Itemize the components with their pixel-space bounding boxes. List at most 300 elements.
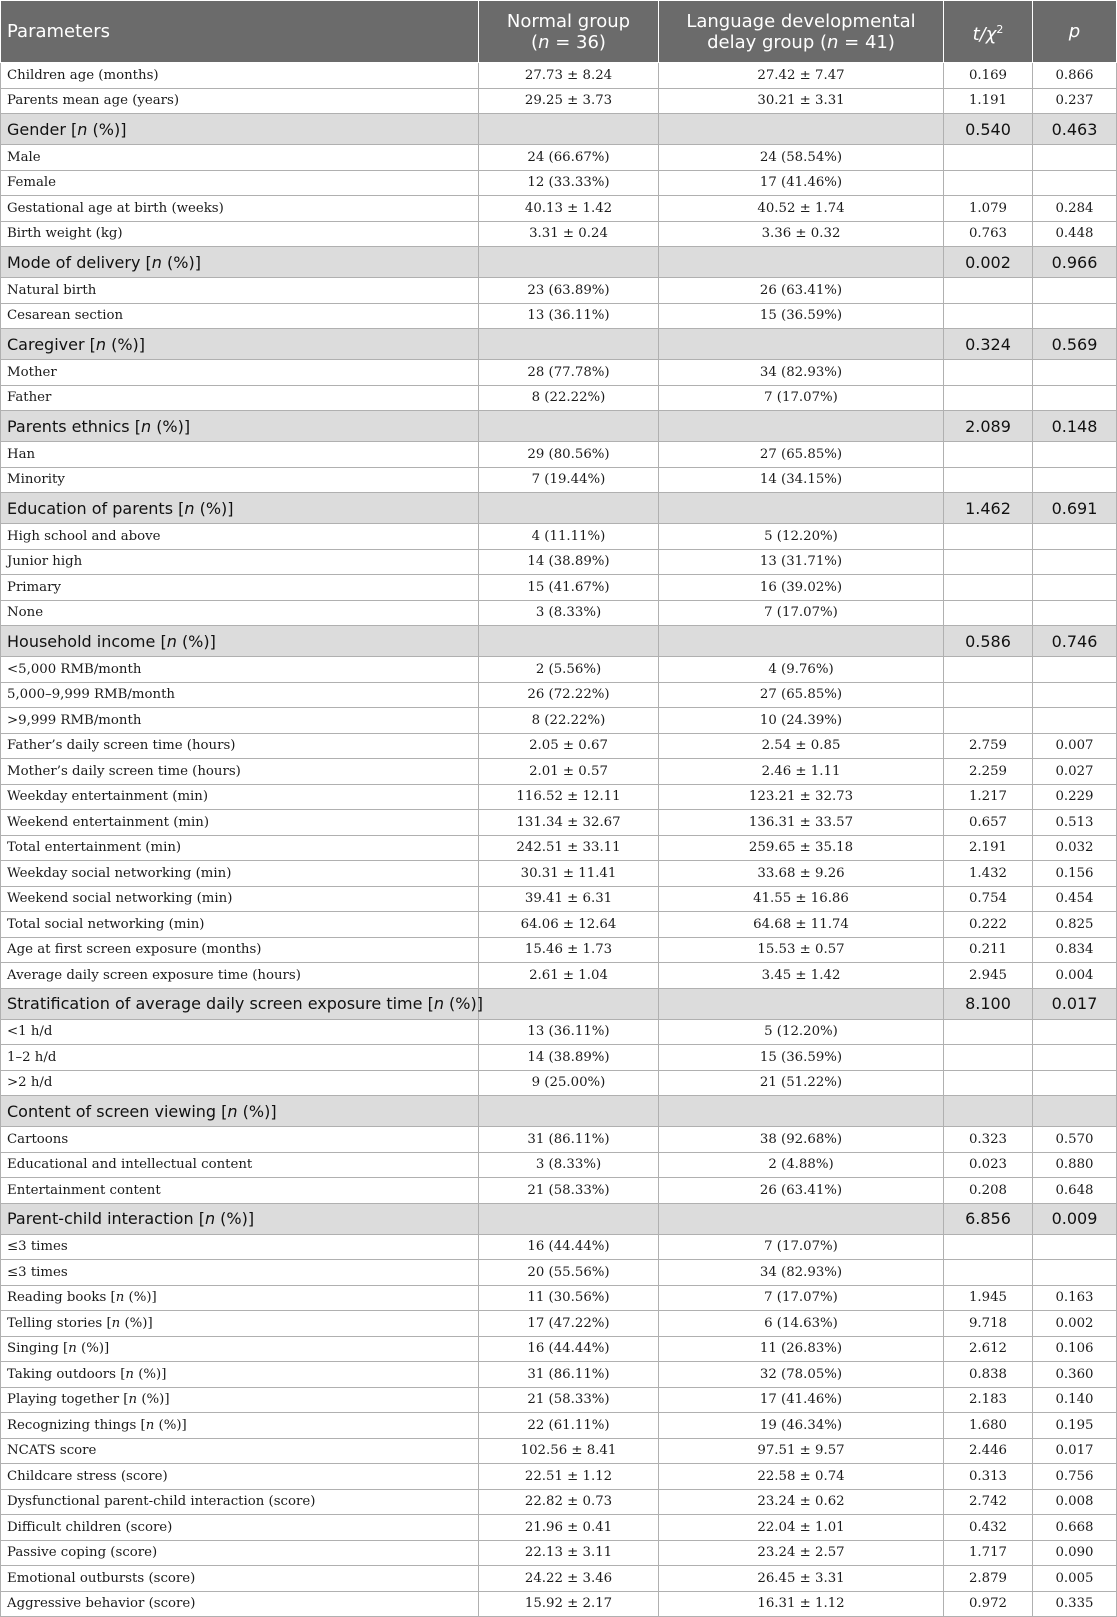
cell-normal-group: 3.31 ± 0.24 xyxy=(479,221,659,247)
cell-stat xyxy=(944,1070,1033,1096)
section-row xyxy=(1,247,1117,278)
cell-p: 0.825 xyxy=(1033,912,1117,938)
cell-parameter: >2 h/d xyxy=(1,1070,479,1096)
table-row xyxy=(1,1464,1117,1490)
cell-normal-group: 31 (86.11%) xyxy=(479,1127,659,1153)
cell-ldd-group: 26 (63.41%) xyxy=(659,278,944,304)
cell-ldd-group: 16.31 ± 1.12 xyxy=(659,1591,944,1617)
cell-stat: 0.754 xyxy=(944,886,1033,912)
cell-parameter: Father xyxy=(1,385,479,411)
cell-stat xyxy=(944,1260,1033,1286)
cell-normal-group: 40.13 ± 1.42 xyxy=(479,196,659,222)
cell-stat xyxy=(944,385,1033,411)
cell-parameter: Weekday social networking (min) xyxy=(1,861,479,887)
cell-stat: 0.432 xyxy=(944,1515,1033,1541)
cell-normal-group: 24 (66.67%) xyxy=(479,145,659,171)
cell-parameter: >9,999 RMB/month xyxy=(1,708,479,734)
cell-parameter: Children age (months) xyxy=(1,63,479,89)
cell-p xyxy=(1033,575,1117,601)
cell-normal-group: 15.46 ± 1.73 xyxy=(479,937,659,963)
cell-normal-group: 27.73 ± 8.24 xyxy=(479,63,659,89)
table-row xyxy=(1,1515,1117,1541)
cell-p: 0.106 xyxy=(1033,1336,1117,1362)
table-row xyxy=(1,442,1117,468)
cell-normal-group: 13 (36.11%) xyxy=(479,303,659,329)
cell-normal-group: 29 (80.56%) xyxy=(479,442,659,468)
cell-stat: 2.945 xyxy=(944,963,1033,989)
cell-stat: 0.657 xyxy=(944,810,1033,836)
cell-ldd-group: 5 (12.20%) xyxy=(659,524,944,550)
table-row xyxy=(1,1019,1117,1045)
table-row xyxy=(1,810,1117,836)
table-row xyxy=(1,63,1117,89)
cell-parameter: Cartoons xyxy=(1,1127,479,1153)
cell-parameter: Childcare stress (score) xyxy=(1,1464,479,1490)
cell-normal-group: 102.56 ± 8.41 xyxy=(479,1438,659,1464)
cell-parameter: Weekend entertainment (min) xyxy=(1,810,479,836)
table-row xyxy=(1,784,1117,810)
cell-parameter: Average daily screen exposure time (hours) xyxy=(1,963,479,989)
cell-p xyxy=(1033,385,1117,411)
cell-ldd-group: 7 (17.07%) xyxy=(659,385,944,411)
table-body xyxy=(1,63,1117,1617)
cell-stat xyxy=(944,1096,1033,1127)
cell-p: 0.570 xyxy=(1033,1127,1117,1153)
table-row xyxy=(1,1070,1117,1096)
cell-p xyxy=(1033,600,1117,626)
cell-normal-group: 24.22 ± 3.46 xyxy=(479,1566,659,1592)
cell-stat xyxy=(944,303,1033,329)
cell-ldd-group: 41.55 ± 16.86 xyxy=(659,886,944,912)
cell-normal-group: 16 (44.44%) xyxy=(479,1336,659,1362)
header-normal-group xyxy=(479,1,659,63)
cell-ldd-group: 27.42 ± 7.47 xyxy=(659,63,944,89)
cell-normal-group: 2.01 ± 0.57 xyxy=(479,759,659,785)
cell-stat: 8.100 xyxy=(944,988,1033,1019)
cell-parameter: Singing [n (%)] xyxy=(1,1336,479,1362)
cell-p: 0.880 xyxy=(1033,1152,1117,1178)
cell-ldd-group: 3.45 ± 1.42 xyxy=(659,963,944,989)
cell-p xyxy=(1033,657,1117,683)
cell-ldd-group: 136.31 ± 33.57 xyxy=(659,810,944,836)
cell-p: 0.027 xyxy=(1033,759,1117,785)
cell-stat xyxy=(944,657,1033,683)
cell-normal-group: 31 (86.11%) xyxy=(479,1362,659,1388)
section-row xyxy=(1,626,1117,657)
cell-stat: 0.323 xyxy=(944,1127,1033,1153)
cell-ldd-group: 6 (14.63%) xyxy=(659,1311,944,1337)
cell-parameter: Mother xyxy=(1,360,479,386)
cell-parameter: Stratification of average daily screen exposure time [n (%)] xyxy=(1,988,479,1019)
cell-stat: 1.079 xyxy=(944,196,1033,222)
cell-stat xyxy=(944,600,1033,626)
cell-stat xyxy=(944,1019,1033,1045)
cell-ldd-group: 4 (9.76%) xyxy=(659,657,944,683)
cell-p: 0.463 xyxy=(1033,114,1117,145)
table-row xyxy=(1,467,1117,493)
cell-normal-group: 64.06 ± 12.64 xyxy=(479,912,659,938)
cell-ldd-group xyxy=(659,493,944,524)
table-row xyxy=(1,1285,1117,1311)
table-row xyxy=(1,524,1117,550)
cell-stat: 0.169 xyxy=(944,63,1033,89)
cell-parameter: Dysfunctional parent-child interaction (score) xyxy=(1,1489,479,1515)
cell-ldd-group: 24 (58.54%) xyxy=(659,145,944,171)
cell-p: 0.513 xyxy=(1033,810,1117,836)
cell-p xyxy=(1033,549,1117,575)
cell-stat xyxy=(944,360,1033,386)
table-header xyxy=(1,1,1117,63)
cell-p: 0.335 xyxy=(1033,1591,1117,1617)
cell-ldd-group: 10 (24.39%) xyxy=(659,708,944,734)
cell-parameter: Father’s daily screen time (hours) xyxy=(1,733,479,759)
cell-stat: 6.856 xyxy=(944,1203,1033,1234)
cell-ldd-group: 19 (46.34%) xyxy=(659,1413,944,1439)
header-ldd-group xyxy=(659,1,944,63)
cell-normal-group xyxy=(479,988,659,1019)
cell-stat: 0.838 xyxy=(944,1362,1033,1388)
cell-ldd-group: 5 (12.20%) xyxy=(659,1019,944,1045)
cell-p xyxy=(1033,145,1117,171)
cell-parameter: High school and above xyxy=(1,524,479,550)
cell-ldd-group: 22.04 ± 1.01 xyxy=(659,1515,944,1541)
cell-parameter: Household income [n (%)] xyxy=(1,626,479,657)
cell-ldd-group xyxy=(659,411,944,442)
cell-normal-group: 21 (58.33%) xyxy=(479,1387,659,1413)
cell-normal-group: 22.51 ± 1.12 xyxy=(479,1464,659,1490)
header-p: p xyxy=(1033,1,1117,63)
cell-ldd-group: 17 (41.46%) xyxy=(659,1387,944,1413)
cell-normal-group: 28 (77.78%) xyxy=(479,360,659,386)
cell-stat: 0.208 xyxy=(944,1178,1033,1204)
cell-p: 0.002 xyxy=(1033,1311,1117,1337)
cell-stat: 0.972 xyxy=(944,1591,1033,1617)
cell-parameter: Gestational age at birth (weeks) xyxy=(1,196,479,222)
cell-p: 0.017 xyxy=(1033,988,1117,1019)
cell-parameter: Reading books [n (%)] xyxy=(1,1285,479,1311)
cell-p: 0.668 xyxy=(1033,1515,1117,1541)
cell-ldd-group: 27 (65.85%) xyxy=(659,682,944,708)
cell-normal-group xyxy=(479,626,659,657)
cell-ldd-group: 34 (82.93%) xyxy=(659,360,944,386)
table-row xyxy=(1,385,1117,411)
cell-p: 0.195 xyxy=(1033,1413,1117,1439)
cell-p: 0.284 xyxy=(1033,196,1117,222)
cell-parameter: Cesarean section xyxy=(1,303,479,329)
cell-parameter: Minority xyxy=(1,467,479,493)
cell-stat: 1.217 xyxy=(944,784,1033,810)
cell-normal-group: 4 (11.11%) xyxy=(479,524,659,550)
cell-parameter: Content of screen viewing [n (%)] xyxy=(1,1096,479,1127)
cell-parameter: Female xyxy=(1,170,479,196)
cell-ldd-group: 17 (41.46%) xyxy=(659,170,944,196)
cell-ldd-group: 26.45 ± 3.31 xyxy=(659,1566,944,1592)
cell-normal-group: 8 (22.22%) xyxy=(479,385,659,411)
cell-p xyxy=(1033,278,1117,304)
cell-parameter: 1–2 h/d xyxy=(1,1045,479,1071)
cell-normal-group: 16 (44.44%) xyxy=(479,1234,659,1260)
cell-stat: 0.763 xyxy=(944,221,1033,247)
cell-parameter: ≤3 times xyxy=(1,1260,479,1286)
cell-p: 0.156 xyxy=(1033,861,1117,887)
cell-p xyxy=(1033,1260,1117,1286)
cell-normal-group: 29.25 ± 3.73 xyxy=(479,88,659,114)
cell-ldd-group xyxy=(659,1203,944,1234)
cell-ldd-group: 14 (34.15%) xyxy=(659,467,944,493)
cell-ldd-group: 15.53 ± 0.57 xyxy=(659,937,944,963)
cell-parameter: Male xyxy=(1,145,479,171)
cell-normal-group: 22 (61.11%) xyxy=(479,1413,659,1439)
cell-normal-group xyxy=(479,114,659,145)
cell-normal-group: 3 (8.33%) xyxy=(479,600,659,626)
cell-p: 0.237 xyxy=(1033,88,1117,114)
table-row xyxy=(1,1336,1117,1362)
table-row xyxy=(1,1566,1117,1592)
cell-p xyxy=(1033,467,1117,493)
cell-p xyxy=(1033,1019,1117,1045)
table-row xyxy=(1,1489,1117,1515)
cell-parameter: Primary xyxy=(1,575,479,601)
cell-parameter: Natural birth xyxy=(1,278,479,304)
cell-p xyxy=(1033,303,1117,329)
cell-parameter: Total entertainment (min) xyxy=(1,835,479,861)
cell-normal-group: 23 (63.89%) xyxy=(479,278,659,304)
table-row xyxy=(1,145,1117,171)
table-row xyxy=(1,886,1117,912)
header-normal-n: (n = 36) xyxy=(531,31,606,53)
cell-p: 0.163 xyxy=(1033,1285,1117,1311)
cell-stat: 0.586 xyxy=(944,626,1033,657)
table-row xyxy=(1,1178,1117,1204)
cell-p: 0.756 xyxy=(1033,1464,1117,1490)
table-row xyxy=(1,733,1117,759)
cell-p: 0.691 xyxy=(1033,493,1117,524)
cell-parameter: Mother’s daily screen time (hours) xyxy=(1,759,479,785)
cell-ldd-group: 21 (51.22%) xyxy=(659,1070,944,1096)
table-row xyxy=(1,196,1117,222)
cell-ldd-group: 259.65 ± 35.18 xyxy=(659,835,944,861)
table-row xyxy=(1,657,1117,683)
cell-normal-group: 22.82 ± 0.73 xyxy=(479,1489,659,1515)
cell-p xyxy=(1033,1070,1117,1096)
table-row xyxy=(1,1591,1117,1617)
table-row xyxy=(1,682,1117,708)
cell-parameter: Total social networking (min) xyxy=(1,912,479,938)
cell-p: 0.569 xyxy=(1033,329,1117,360)
cell-p: 0.746 xyxy=(1033,626,1117,657)
section-row xyxy=(1,1203,1117,1234)
cell-p xyxy=(1033,1045,1117,1071)
cell-p xyxy=(1033,170,1117,196)
header-normal-group-label: Normal group xyxy=(506,10,631,32)
cell-p: 0.090 xyxy=(1033,1540,1117,1566)
cell-stat xyxy=(944,442,1033,468)
cell-parameter: Emotional outbursts (score) xyxy=(1,1566,479,1592)
cell-parameter: Passive coping (score) xyxy=(1,1540,479,1566)
cell-parameter: Education of parents [n (%)] xyxy=(1,493,479,524)
cell-ldd-group: 34 (82.93%) xyxy=(659,1260,944,1286)
cell-parameter: 5,000–9,999 RMB/month xyxy=(1,682,479,708)
section-row xyxy=(1,1096,1117,1127)
cell-normal-group xyxy=(479,247,659,278)
cell-stat xyxy=(944,708,1033,734)
cell-stat: 2.879 xyxy=(944,1566,1033,1592)
cell-stat: 2.191 xyxy=(944,835,1033,861)
cell-ldd-group: 2.54 ± 0.85 xyxy=(659,733,944,759)
table-row xyxy=(1,600,1117,626)
cell-ldd-group: 32 (78.05%) xyxy=(659,1362,944,1388)
table-row xyxy=(1,1260,1117,1286)
cell-stat: 2.446 xyxy=(944,1438,1033,1464)
cell-ldd-group: 3.36 ± 0.32 xyxy=(659,221,944,247)
cell-parameter: Entertainment content xyxy=(1,1178,479,1204)
cell-p: 0.017 xyxy=(1033,1438,1117,1464)
section-row xyxy=(1,411,1117,442)
cell-p: 0.005 xyxy=(1033,1566,1117,1592)
cell-parameter: NCATS score xyxy=(1,1438,479,1464)
cell-stat: 1.680 xyxy=(944,1413,1033,1439)
header-stat: $t/\chi^2$ xyxy=(944,1,1033,63)
cell-normal-group: 3 (8.33%) xyxy=(479,1152,659,1178)
table-row xyxy=(1,303,1117,329)
cell-normal-group xyxy=(479,1203,659,1234)
table-row xyxy=(1,221,1117,247)
cell-stat: 0.211 xyxy=(944,937,1033,963)
cell-stat: 2.183 xyxy=(944,1387,1033,1413)
cell-stat: 2.759 xyxy=(944,733,1033,759)
table-row xyxy=(1,549,1117,575)
section-row xyxy=(1,493,1117,524)
cell-stat: 0.324 xyxy=(944,329,1033,360)
cell-parameter: None xyxy=(1,600,479,626)
table-row xyxy=(1,759,1117,785)
cell-normal-group: 2.05 ± 0.67 xyxy=(479,733,659,759)
cell-p: 0.229 xyxy=(1033,784,1117,810)
cell-ldd-group: 23.24 ± 0.62 xyxy=(659,1489,944,1515)
cell-parameter: <1 h/d xyxy=(1,1019,479,1045)
cell-normal-group: 8 (22.22%) xyxy=(479,708,659,734)
table-row xyxy=(1,1413,1117,1439)
cell-stat: 0.313 xyxy=(944,1464,1033,1490)
cell-stat: 9.718 xyxy=(944,1311,1033,1337)
cell-parameter: Difficult children (score) xyxy=(1,1515,479,1541)
cell-parameter: Weekend social networking (min) xyxy=(1,886,479,912)
cell-stat: 1.717 xyxy=(944,1540,1033,1566)
cell-p xyxy=(1033,360,1117,386)
cell-ldd-group: 26 (63.41%) xyxy=(659,1178,944,1204)
table-row xyxy=(1,1540,1117,1566)
cell-stat xyxy=(944,467,1033,493)
cell-stat: 0.023 xyxy=(944,1152,1033,1178)
cell-p: 0.648 xyxy=(1033,1178,1117,1204)
cell-stat: 2.089 xyxy=(944,411,1033,442)
cell-parameter: Parents mean age (years) xyxy=(1,88,479,114)
table-row xyxy=(1,1387,1117,1413)
cell-normal-group xyxy=(479,329,659,360)
cell-stat: 0.222 xyxy=(944,912,1033,938)
cell-normal-group: 14 (38.89%) xyxy=(479,1045,659,1071)
cell-p: 0.032 xyxy=(1033,835,1117,861)
cell-normal-group: 2.61 ± 1.04 xyxy=(479,963,659,989)
table-row xyxy=(1,937,1117,963)
cell-stat xyxy=(944,170,1033,196)
header-row xyxy=(1,1,1117,63)
section-row xyxy=(1,329,1117,360)
cell-parameter: Telling stories [n (%)] xyxy=(1,1311,479,1337)
cell-ldd-group: 40.52 ± 1.74 xyxy=(659,196,944,222)
cell-normal-group: 39.41 ± 6.31 xyxy=(479,886,659,912)
cell-normal-group: 26 (72.22%) xyxy=(479,682,659,708)
cell-parameter: Taking outdoors [n (%)] xyxy=(1,1362,479,1388)
table-row xyxy=(1,912,1117,938)
table-row xyxy=(1,575,1117,601)
cell-p xyxy=(1033,524,1117,550)
cell-parameter: Mode of delivery [n (%)] xyxy=(1,247,479,278)
cell-ldd-group xyxy=(659,626,944,657)
cell-ldd-group: 15 (36.59%) xyxy=(659,303,944,329)
cell-parameter: Playing together [n (%)] xyxy=(1,1387,479,1413)
cell-stat: 1.945 xyxy=(944,1285,1033,1311)
cell-stat xyxy=(944,278,1033,304)
cell-normal-group: 13 (36.11%) xyxy=(479,1019,659,1045)
cell-parameter: <5,000 RMB/month xyxy=(1,657,479,683)
cell-normal-group: 116.52 ± 12.11 xyxy=(479,784,659,810)
cell-p: 0.140 xyxy=(1033,1387,1117,1413)
cell-p: 0.009 xyxy=(1033,1203,1117,1234)
header-parameters: Parameters xyxy=(1,1,479,63)
cell-normal-group: 131.34 ± 32.67 xyxy=(479,810,659,836)
cell-ldd-group: 123.21 ± 32.73 xyxy=(659,784,944,810)
cell-normal-group: 20 (55.56%) xyxy=(479,1260,659,1286)
table-row xyxy=(1,278,1117,304)
cell-p: 0.454 xyxy=(1033,886,1117,912)
cell-normal-group: 11 (30.56%) xyxy=(479,1285,659,1311)
cell-p: 0.448 xyxy=(1033,221,1117,247)
cell-stat xyxy=(944,524,1033,550)
cell-parameter: Birth weight (kg) xyxy=(1,221,479,247)
cell-p xyxy=(1033,708,1117,734)
cell-ldd-group xyxy=(659,1096,944,1127)
table-row xyxy=(1,1127,1117,1153)
table-row xyxy=(1,708,1117,734)
cell-stat: 2.742 xyxy=(944,1489,1033,1515)
cell-normal-group: 14 (38.89%) xyxy=(479,549,659,575)
cell-ldd-group xyxy=(659,988,944,1019)
table-row xyxy=(1,1234,1117,1260)
cell-parameter: Parents ethnics [n (%)] xyxy=(1,411,479,442)
cell-ldd-group: 30.21 ± 3.31 xyxy=(659,88,944,114)
table-row xyxy=(1,360,1117,386)
cell-normal-group: 15 (41.67%) xyxy=(479,575,659,601)
cell-stat: 1.462 xyxy=(944,493,1033,524)
cell-parameter: Gender [n (%)] xyxy=(1,114,479,145)
header-ldd-line2: delay group (n = 41) xyxy=(707,31,895,53)
cell-parameter: ≤3 times xyxy=(1,1234,479,1260)
cell-ldd-group xyxy=(659,114,944,145)
cell-ldd-group: 15 (36.59%) xyxy=(659,1045,944,1071)
cell-ldd-group: 27 (65.85%) xyxy=(659,442,944,468)
cell-p: 0.148 xyxy=(1033,411,1117,442)
cell-stat: 1.191 xyxy=(944,88,1033,114)
cell-ldd-group: 23.24 ± 2.57 xyxy=(659,1540,944,1566)
cell-parameter: Han xyxy=(1,442,479,468)
cell-normal-group: 242.51 ± 33.11 xyxy=(479,835,659,861)
cell-ldd-group: 7 (17.07%) xyxy=(659,1285,944,1311)
table-row xyxy=(1,170,1117,196)
cell-ldd-group: 16 (39.02%) xyxy=(659,575,944,601)
cell-ldd-group: 7 (17.07%) xyxy=(659,1234,944,1260)
cell-p xyxy=(1033,442,1117,468)
